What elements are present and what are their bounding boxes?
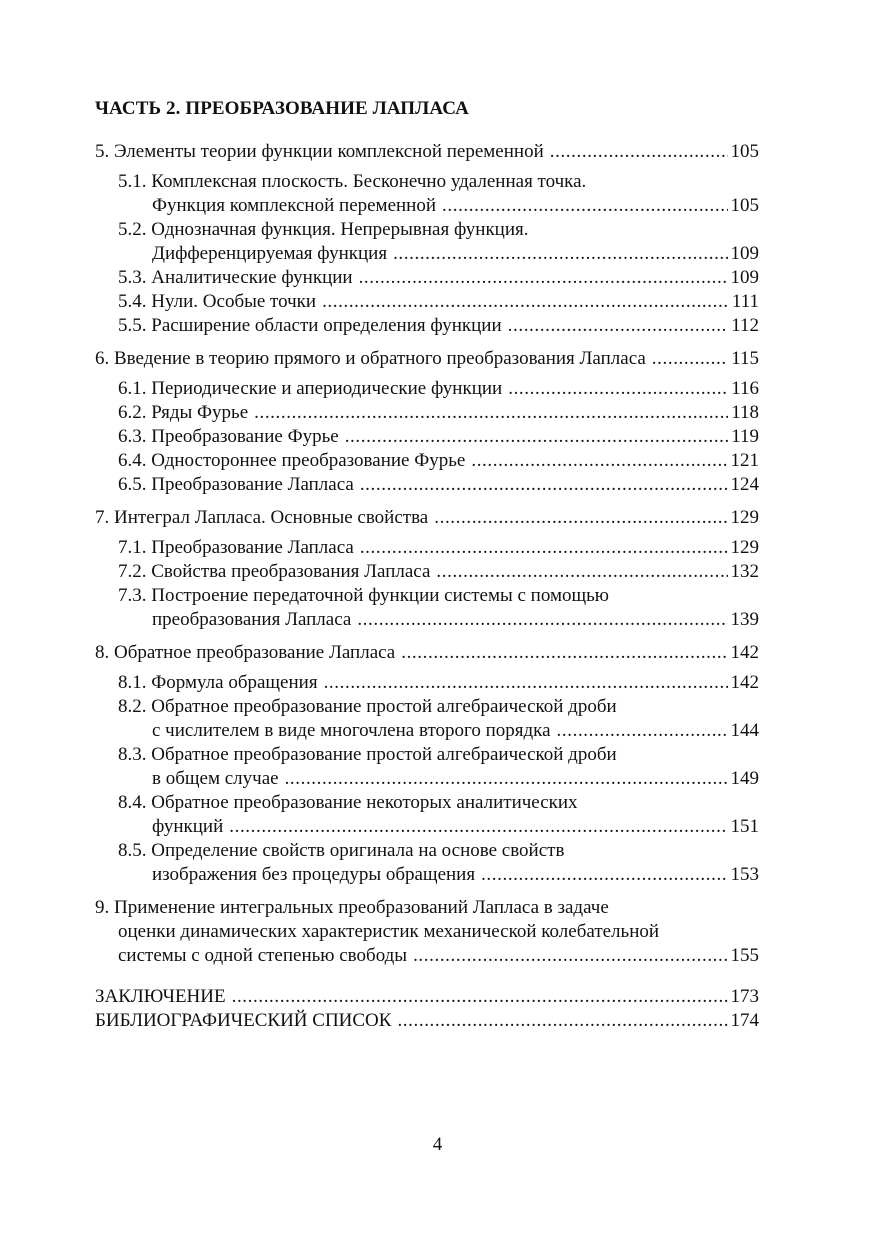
toc-line: [95, 140, 759, 164]
toc-line: [95, 242, 759, 266]
section-gap: [95, 887, 759, 896]
toc-section-item[interactable]: [95, 401, 759, 425]
toc-section-item[interactable]: [95, 218, 759, 266]
entry-title-text: 5.5. Расширение области определения функции: [118, 315, 502, 336]
toc-section-item[interactable]: [95, 473, 759, 497]
dot-leader: [254, 401, 728, 425]
page-ref: 116: [731, 378, 759, 399]
toc-line: [95, 194, 759, 218]
toc-section-item[interactable]: [95, 170, 759, 218]
page-ref: 144: [730, 720, 759, 741]
dot-leader: [557, 719, 728, 743]
page-ref: 112: [731, 315, 759, 336]
page-ref: 129: [730, 537, 759, 558]
entry-title-text: 6.5. Преобразование Лапласа: [118, 474, 354, 495]
toc-section-item[interactable]: [95, 377, 759, 401]
section-gap: [95, 632, 759, 641]
entry-title-text: 9. Применение интегральных преобразований Лапласа в задаче: [95, 897, 609, 918]
toc-section-item[interactable]: [95, 743, 759, 791]
toc-section-item[interactable]: [95, 449, 759, 473]
dot-leader: [359, 266, 728, 290]
entry-title-text: изображения без процедуры обращения: [152, 864, 476, 885]
page-ref: 119: [731, 426, 759, 447]
entry-title-text: 7.3. Построение передаточной функции системы с помощью: [118, 585, 609, 606]
part-title: ЧАСТЬ 2. ПРЕОБРАЗОВАНИЕ ЛАПЛАСА: [95, 98, 469, 119]
page-ref: 142: [730, 642, 759, 663]
page-ref: 151: [730, 816, 759, 837]
dot-leader: [324, 671, 728, 695]
section-gap: [95, 497, 759, 506]
toc-line: [95, 170, 759, 194]
entry-title-text: 5.3. Аналитические функции: [118, 267, 353, 288]
toc-line: [95, 815, 759, 839]
dot-leader: [550, 140, 728, 164]
toc-section-item[interactable]: [95, 560, 759, 584]
dot-leader: [434, 506, 727, 530]
dot-leader: [481, 863, 727, 887]
toc-line: [95, 791, 759, 815]
page-ref: 153: [730, 864, 759, 885]
page-ref: 124: [730, 474, 759, 495]
toc-section-item[interactable]: [95, 536, 759, 560]
page-ref: 149: [730, 768, 759, 789]
entry-title-text: 6. Введение в теорию прямого и обратного преобразования Лапласа: [95, 348, 646, 369]
toc-line: [95, 944, 759, 968]
entry-title-text: 8. Обратное преобразование Лапласа: [95, 642, 396, 663]
toc-line: [95, 290, 759, 314]
toc-line: [95, 767, 759, 791]
page-ref: 155: [730, 945, 759, 966]
entry-title-text: 8.3. Обратное преобразование простой алгебраической дроби: [118, 744, 617, 765]
page-ref: 109: [730, 267, 759, 288]
dot-leader: [508, 314, 729, 338]
dot-leader: [285, 767, 728, 791]
toc-line: [95, 671, 759, 695]
page-ref: 173: [730, 986, 759, 1007]
toc-line: [95, 719, 759, 743]
entry-title-text: 5.1. Комплексная плоскость. Бесконечно удаленная точка.: [118, 171, 587, 192]
toc-line: [95, 218, 759, 242]
page-ref: 111: [731, 291, 759, 312]
entry-title-text: 8.2. Обратное преобразование простой алгебраической дроби: [118, 696, 617, 717]
dot-leader: [322, 290, 729, 314]
toc-line: [95, 839, 759, 863]
toc-line: [95, 896, 759, 920]
page-number: 4: [432, 1134, 443, 1155]
toc-chapter-5[interactable]: [95, 140, 759, 164]
toc-line: [95, 266, 759, 290]
toc-section-item[interactable]: [95, 839, 759, 887]
dot-leader: [436, 560, 727, 584]
entry-title-text: 7.1. Преобразование Лапласа: [118, 537, 354, 558]
entry-title-text: оценки динамических характеристик механической колебательной: [118, 921, 660, 942]
entry-title-text: 6.4. Одностороннее преобразование Фурье: [118, 450, 466, 471]
dot-leader: [508, 377, 728, 401]
entry-title-text: 5.4. Нули. Особые точки: [118, 291, 317, 312]
dot-leader: [393, 242, 727, 266]
entry-title-text: Функция комплексной переменной: [152, 195, 437, 216]
toc-line: [95, 695, 759, 719]
dot-leader: [413, 944, 727, 968]
toc-section-item[interactable]: [95, 791, 759, 839]
toc-line: [95, 743, 759, 767]
dot-leader: [442, 194, 727, 218]
entry-title-text: 5. Элементы теории функции комплексной переменной: [95, 141, 544, 162]
toc-line: [95, 449, 759, 473]
toc-line: [95, 641, 759, 665]
entry-title-text: преобразования Лапласа: [152, 609, 352, 630]
toc-line: [95, 347, 759, 371]
toc-end-matter-item[interactable]: [95, 1009, 759, 1033]
page-ref: 109: [730, 243, 759, 264]
dot-leader: [471, 449, 727, 473]
toc-section-item[interactable]: [95, 425, 759, 449]
entry-title-text: 8.5. Определение свойств оригинала на основе свойств: [118, 840, 565, 861]
toc-chapter-9[interactable]: [95, 896, 759, 968]
entry-title-text: 6.1. Периодические и апериодические функции: [118, 378, 503, 399]
toc-line: [95, 1009, 759, 1033]
toc-section-item[interactable]: [95, 266, 759, 290]
entry-title-text: в общем случае: [152, 768, 279, 789]
toc-section-item[interactable]: [95, 584, 759, 632]
page-ref: 105: [730, 141, 759, 162]
toc-line: [95, 560, 759, 584]
toc-section-item[interactable]: [95, 290, 759, 314]
dot-leader: [345, 425, 729, 449]
entry-title-text: 8.4. Обратное преобразование некоторых аналитических: [118, 792, 578, 813]
entry-title-text: с числителем в виде многочлена второго порядка: [152, 720, 551, 741]
toc-end-matter-item[interactable]: [95, 985, 759, 1009]
toc-line: [95, 863, 759, 887]
entry-title-text: ЗАКЛЮЧЕНИЕ: [95, 986, 226, 1007]
toc-line: [95, 920, 759, 944]
page-ref: 118: [731, 402, 759, 423]
entry-title-text: БИБЛИОГРАФИЧЕСКИЙ СПИСОК: [95, 1010, 392, 1031]
section-gap: [95, 338, 759, 347]
entry-title-text: 6.3. Преобразование Фурье: [118, 426, 339, 447]
toc-section-item[interactable]: [95, 695, 759, 743]
end-matter-gap: [95, 968, 759, 985]
entry-title-text: 5.2. Однозначная функция. Непрерывная функция.: [118, 219, 529, 240]
page-ref: 174: [730, 1010, 759, 1031]
toc-line: [95, 506, 759, 530]
toc-chapter-8[interactable]: [95, 641, 759, 665]
toc-line: [95, 985, 759, 1009]
toc-section-item[interactable]: [95, 671, 759, 695]
toc-chapter-6[interactable]: [95, 347, 759, 371]
toc-line: [95, 473, 759, 497]
toc-line: [95, 377, 759, 401]
toc-section-item[interactable]: [95, 314, 759, 338]
page-ref: 139: [730, 609, 759, 630]
dot-leader: [652, 347, 728, 371]
entry-title-text: 6.2. Ряды Фурье: [118, 402, 249, 423]
page-ref: 115: [731, 348, 759, 369]
dot-leader: [360, 536, 728, 560]
toc-chapter-7[interactable]: [95, 506, 759, 530]
entry-title-text: системы с одной степенью свободы: [118, 945, 408, 966]
page-ref: 132: [730, 561, 759, 582]
page-ref: 129: [730, 507, 759, 528]
toc-line: [95, 536, 759, 560]
page-ref: 105: [730, 195, 759, 216]
toc-line: [95, 584, 759, 608]
dot-leader: [229, 815, 727, 839]
toc-line: [95, 608, 759, 632]
toc-line: [95, 401, 759, 425]
dot-leader: [360, 473, 728, 497]
dot-leader: [397, 1009, 727, 1033]
entry-title-text: 7. Интеграл Лапласа. Основные свойства: [95, 507, 429, 528]
toc-line: [95, 314, 759, 338]
page-ref: 142: [730, 672, 759, 693]
entry-title-text: Дифференцируемая функция: [152, 243, 388, 264]
table-of-contents: [95, 140, 759, 1033]
dot-leader: [232, 985, 728, 1009]
dot-leader: [357, 608, 727, 632]
entry-title-text: функций: [152, 816, 224, 837]
dot-leader: [401, 641, 727, 665]
entry-title-text: 7.2. Свойства преобразования Лапласа: [118, 561, 431, 582]
entry-title-text: 8.1. Формула обращения: [118, 672, 318, 693]
toc-line: [95, 425, 759, 449]
page-ref: 121: [730, 450, 759, 471]
